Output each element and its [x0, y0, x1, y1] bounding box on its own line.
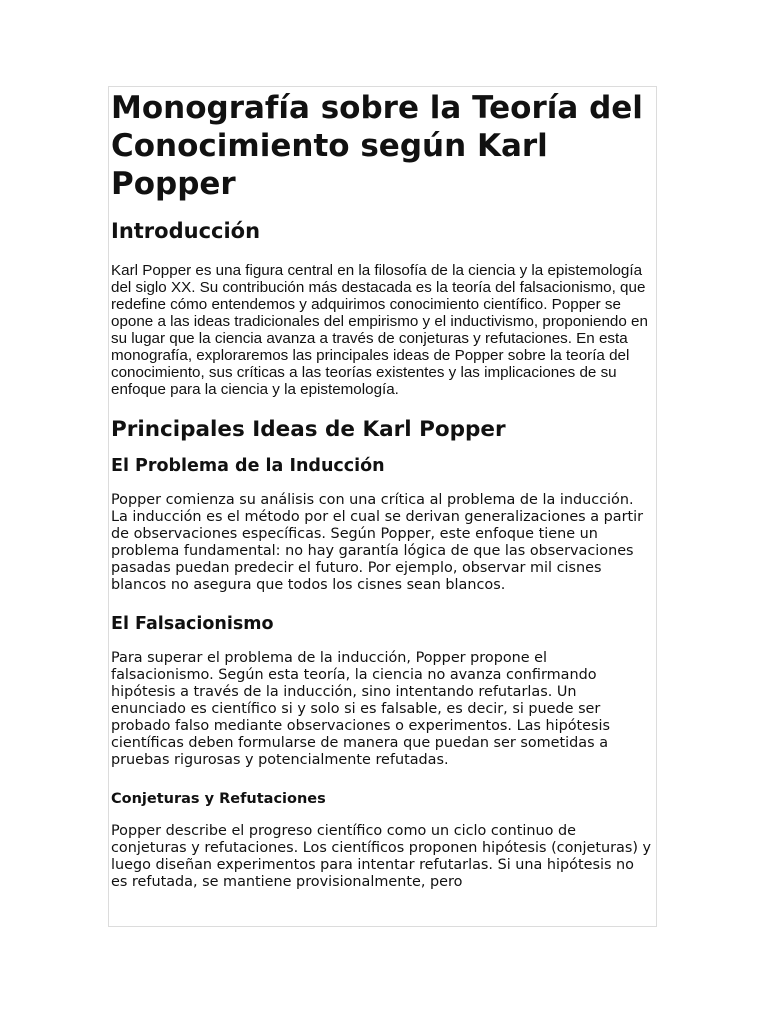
document-page [108, 86, 657, 927]
induction-paragraph: Popper comienza su análisis con una crítica al problema de la inducción. La inducción es el método por el cual se derivan generalizaciones a partir de observaciones específicas. Según Popper, este enfoque tiene un problema fundamental: no hay garantía lógica de que las observaciones pasadas puedan predecir el futuro. Por ejemplo, observar mil cisnes blancos no asegura que todos los cisnes sean blancos. [111, 492, 644, 593]
falsificationism-paragraph: Para superar el problema de la inducción, Popper propone el falsacionismo. Según esta teoría, la ciencia no avanza confirmando hipótesis a través de la inducción, sino intentando refutarlas. Un enunciado es científico si y solo si es falsable, es decir, si puede ser probado falso mediante observaciones o experimentos. Las hipótesis científicas deben formularse de manera que puedan ser sometidas a pruebas rigurosas y potencialmente refutadas. [111, 650, 611, 768]
intro-heading: Introducción [111, 219, 261, 243]
induction-heading: El Problema de la Inducción [111, 456, 385, 476]
intro-paragraph: Karl Popper es una figura central en la filosofía de la ciencia y la epistemología del siglo XX. Su contribución más destacada es la teoría del falsacionismo, que redefine cómo entendemos y adquirimos conocimiento científico. Popper se opone a las ideas tradicionales del empirismo y el inductivismo, proponiendo en su lugar que la ciencia avanza a través de conjeturas y refutaciones. En esta monografía, exploraremos las principales ideas de Popper sobre la teoría del conocimiento, sus críticas a las teorías existentes y las implicaciones de su enfoque para la ciencia y la epistemología. [111, 262, 648, 398]
document-content [111, 87, 653, 891]
document-title: Monografía sobre la Teoría del Conocimiento según Karl Popper [111, 90, 643, 202]
falsificationism-heading: El Falsacionismo [111, 614, 274, 634]
main-ideas-heading: Principales Ideas de Karl Popper [111, 417, 506, 442]
conjectures-heading: Conjeturas y Refutaciones [111, 791, 326, 807]
conjectures-paragraph: Popper describe el progreso científico como un ciclo continuo de conjeturas y refutaciones. Los científicos proponen hipótesis (conjeturas) y luego diseñan experimentos para intentar refutarlas. Si una hipótesis no es refutada, se mantiene provisionalmente, pero [111, 823, 652, 890]
